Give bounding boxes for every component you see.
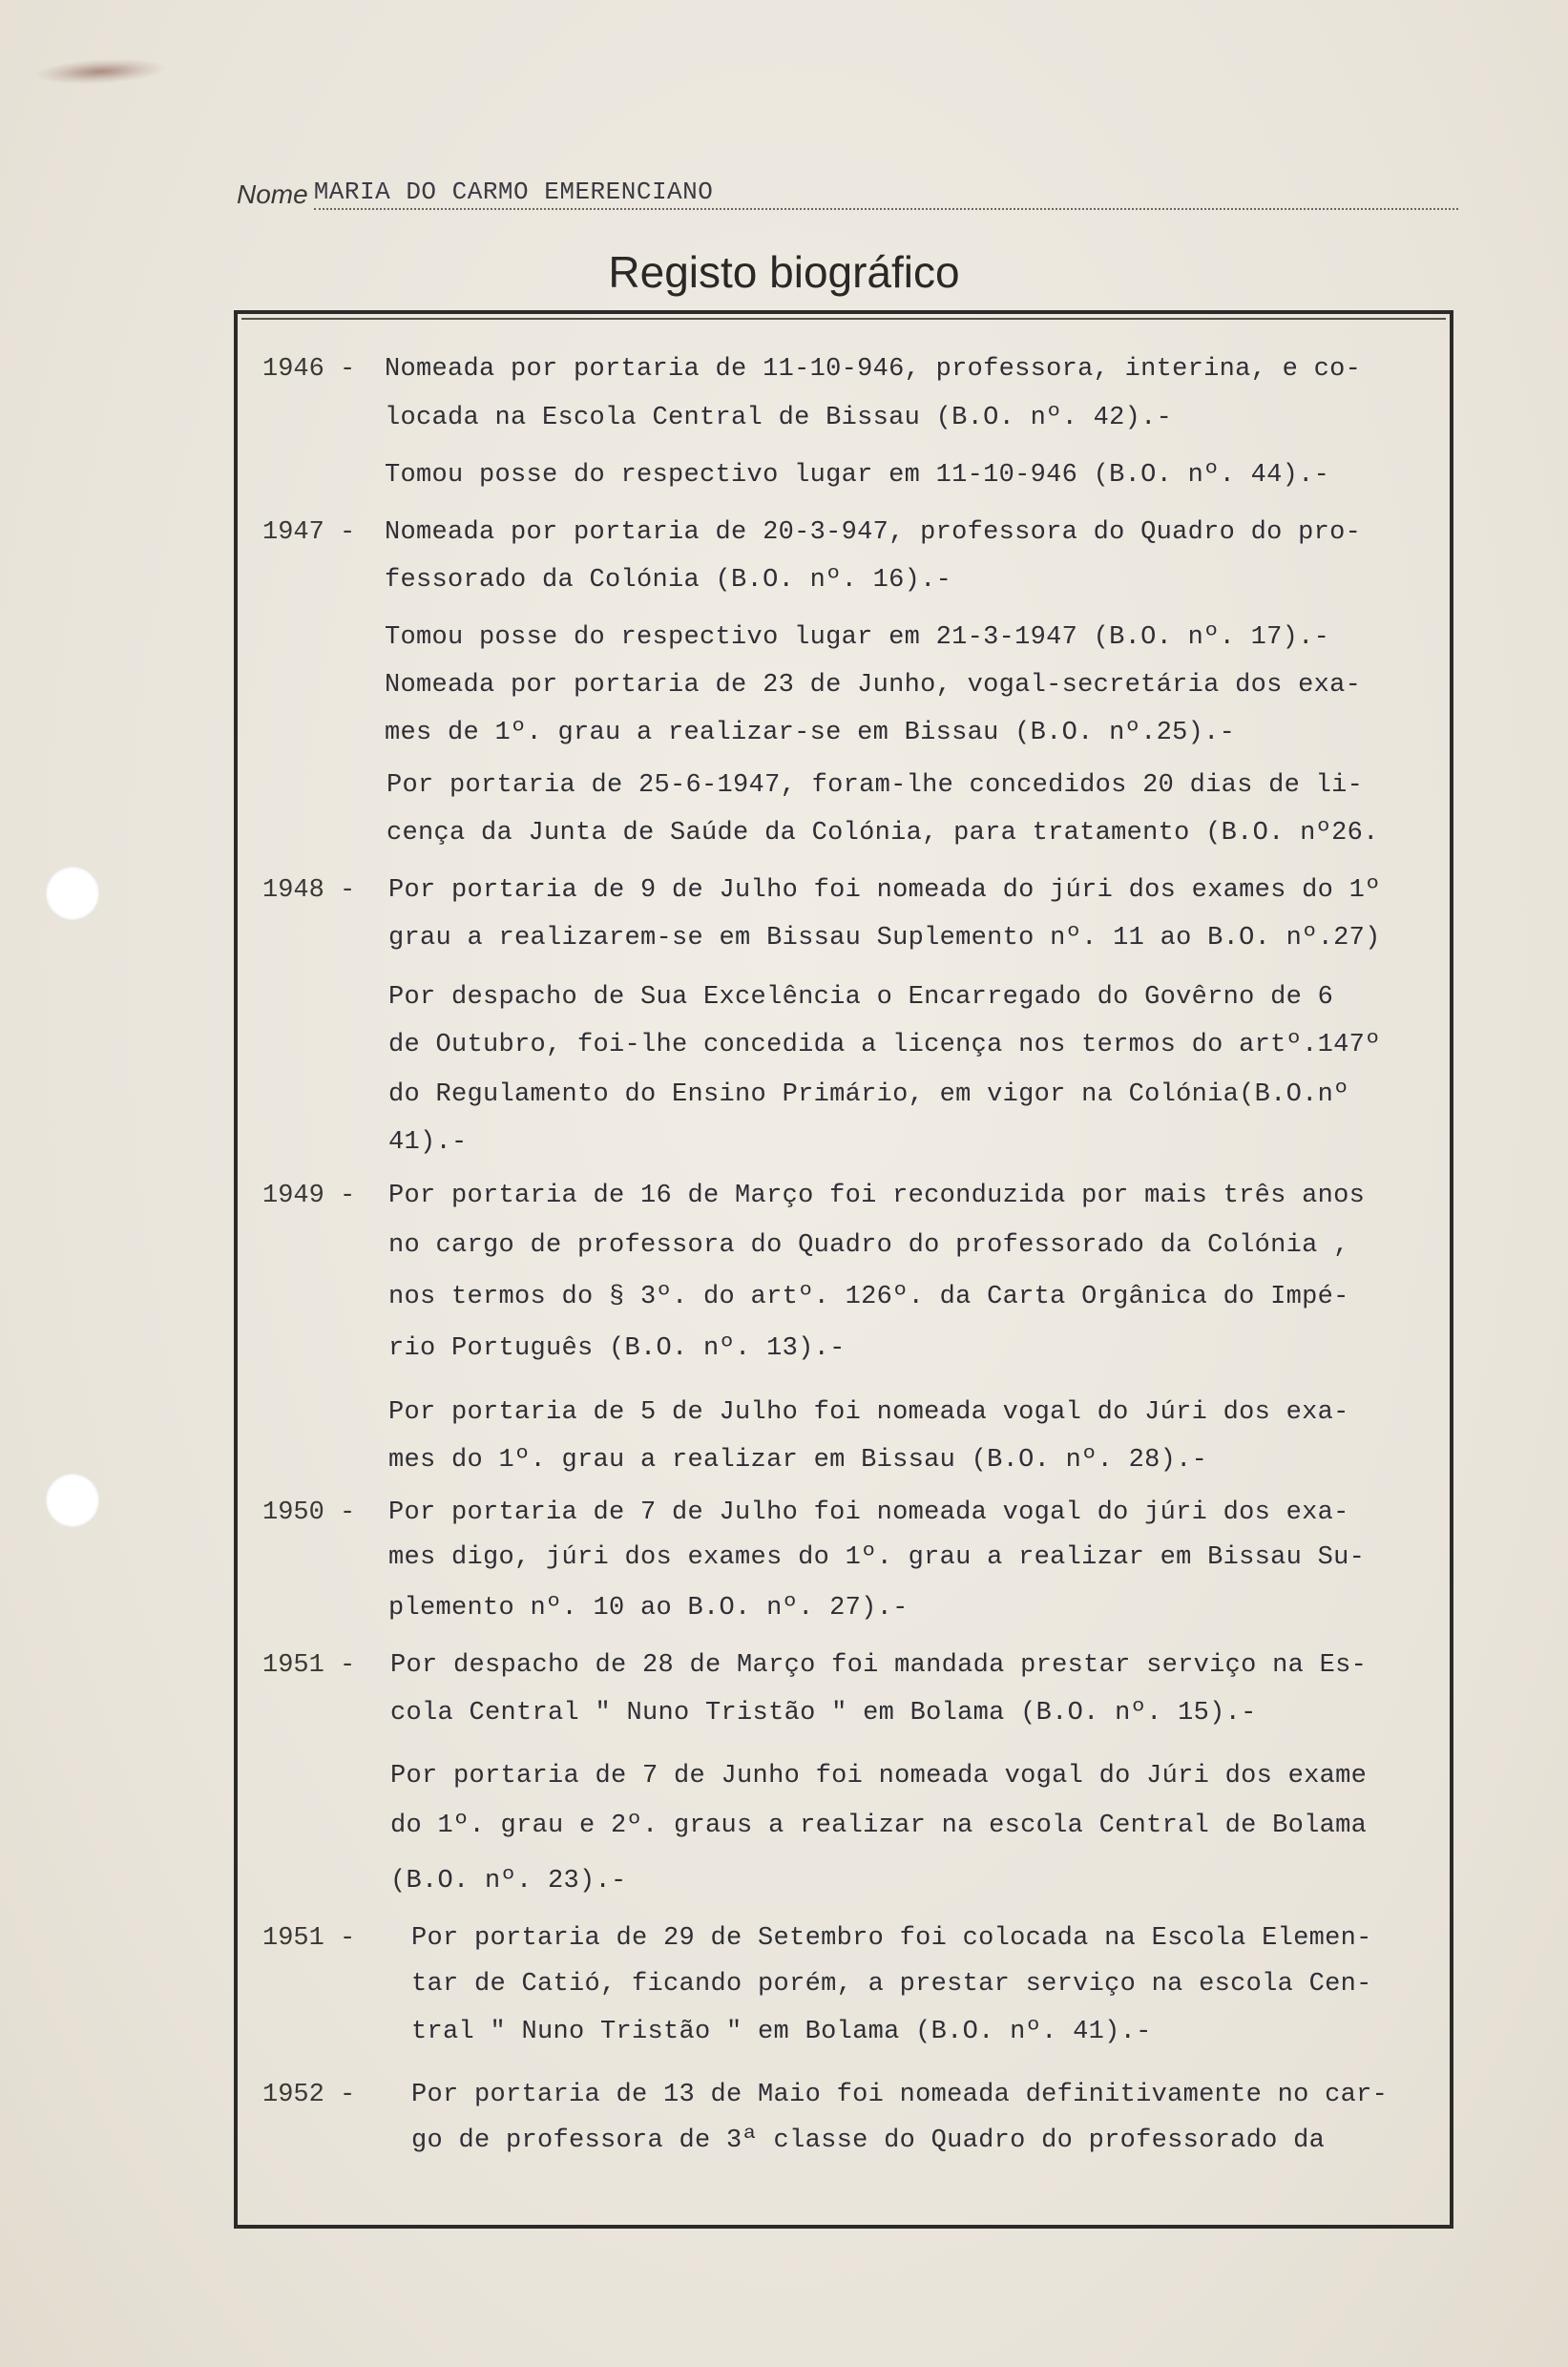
entry-line: Nomeada por portaria de 11-10-946, professora, interina, e co- xyxy=(385,355,1362,384)
entry-line: Tomou posse do respectivo lugar em 11-10-946 (B.O. nº. 44).- xyxy=(385,461,1330,490)
ink-smudge xyxy=(32,55,167,87)
punch-hole-top xyxy=(46,867,99,920)
entry-year: 1950 - xyxy=(262,1498,356,1527)
entry-line: de Outubro, foi-lhe concedida a licença nos termos do artº.147º xyxy=(388,1031,1381,1059)
entry-line: 41).- xyxy=(388,1128,468,1157)
entry-year: 1951 - xyxy=(262,1651,356,1680)
entry-line: Por despacho de 28 de Março foi mandada prestar serviço na Es- xyxy=(390,1651,1368,1680)
entry-line: nos termos do § 3º. do artº. 126º. da Carta Orgânica do Impé- xyxy=(388,1283,1349,1311)
frame-double-rule xyxy=(241,318,1446,320)
entry-line: (B.O. nº. 23).- xyxy=(390,1867,627,1896)
entry-line: do Regulamento do Ensino Primário, em vigor na Colónia(B.O.nº xyxy=(388,1080,1349,1109)
entry-year: 1951 - xyxy=(262,1924,356,1953)
entry-line: Nomeada por portaria de 23 de Junho, vogal-secretária dos exa- xyxy=(385,671,1362,700)
entry-line: Por portaria de 7 de Junho foi nomeada vogal do Júri dos exame xyxy=(390,1762,1368,1791)
name-label: Nome xyxy=(237,179,308,209)
entry-line: Por portaria de 9 de Julho foi nomeada do júri dos exames do 1º xyxy=(388,876,1381,905)
entry-line: cença da Junta de Saúde da Colónia, para tratamento (B.O. nº26. xyxy=(387,819,1379,848)
entry-year: 1947 - xyxy=(262,518,356,547)
name-value: MARIA DO CARMO EMERENCIANO xyxy=(313,178,714,206)
name-dotted-line xyxy=(314,176,1458,210)
entry-line: Nomeada por portaria de 20-3-947, professora do Quadro do pro- xyxy=(385,518,1362,547)
entry-line: tar de Catió, ficando porém, a prestar serviço na escola Cen- xyxy=(411,1970,1372,1999)
entry-line: Por portaria de 16 de Março foi reconduzida por mais três anos xyxy=(388,1182,1366,1210)
entry-line: do 1º. grau e 2º. graus a realizar na escola Central de Bolama xyxy=(390,1812,1368,1840)
entry-line: grau a realizarem-se em Bissau Suplemento nº. 11 ao B.O. nº.27) xyxy=(388,924,1381,953)
entry-line: no cargo de professora do Quadro do professorado da Colónia , xyxy=(388,1231,1349,1260)
entry-line: tral " Nuno Tristão " em Bolama (B.O. nº. 41).- xyxy=(411,2018,1152,2046)
entry-line: Tomou posse do respectivo lugar em 21-3-1947 (B.O. nº. 17).- xyxy=(385,623,1330,652)
entry-line: locada na Escola Central de Bissau (B.O. nº. 42).- xyxy=(385,404,1173,432)
entry-year: 1949 - xyxy=(262,1182,356,1210)
entry-line: cola Central " Nuno Tristão " em Bolama (B.O. nº. 15).- xyxy=(390,1699,1257,1728)
entry-line: Por despacho de Sua Excelência o Encarregado do Govêrno de 6 xyxy=(388,983,1334,1012)
name-field-row xyxy=(237,172,1458,210)
entry-line: go de professora de 3ª classe do Quadro do professorado da xyxy=(411,2126,1326,2155)
entry-line: mes de 1º. grau a realizar-se em Bissau (B.O. nº.25).- xyxy=(385,719,1236,747)
entry-line: fessorado da Colónia (B.O. nº. 16).- xyxy=(385,566,952,595)
entry-year: 1948 - xyxy=(262,876,356,905)
page-title: Registo biográfico xyxy=(608,247,960,297)
entry-line: Por portaria de 29 de Setembro foi colocada na Escola Elemen- xyxy=(411,1924,1372,1953)
entry-line: Por portaria de 5 de Julho foi nomeada vogal do Júri dos exa- xyxy=(388,1398,1349,1427)
entry-line: rio Português (B.O. nº. 13).- xyxy=(388,1334,846,1363)
entry-line: mes do 1º. grau a realizar em Bissau (B.O. nº. 28).- xyxy=(388,1446,1208,1475)
punch-hole-bottom xyxy=(46,1474,99,1527)
entry-line: Por portaria de 13 de Maio foi nomeada definitivamente no car- xyxy=(411,2081,1389,2109)
entry-line: plemento nº. 10 ao B.O. nº. 27).- xyxy=(388,1594,909,1623)
entry-line: Por portaria de 7 de Julho foi nomeada vogal do júri dos exa- xyxy=(388,1498,1349,1527)
entry-year: 1952 - xyxy=(262,2081,356,2109)
entry-line: mes digo, júri dos exames do 1º. grau a realizar em Bissau Su- xyxy=(388,1543,1366,1572)
entry-line: Por portaria de 25-6-1947, foram-lhe concedidos 20 dias de li- xyxy=(387,771,1364,800)
entry-year: 1946 - xyxy=(262,355,356,384)
